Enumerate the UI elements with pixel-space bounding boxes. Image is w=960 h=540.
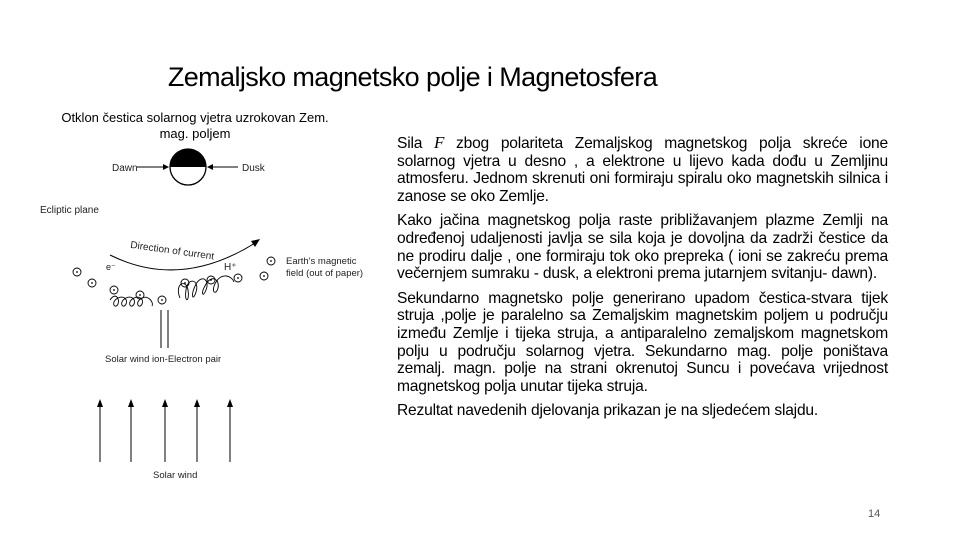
current-label: Direction of current — [129, 239, 215, 263]
ecliptic-plane-label: Ecliptic plane — [40, 205, 99, 216]
paragraph-3: Sekundarno magnetsko polje generirano upadom čestica-stvara tijek struja ,polje je paralelno sa Zemaljskim magnetskim poljem u području između Zemlje i tijeka struja, a antiparalelno zemaljskom magnetskom polju u području solarnog vjetra. Sekundarno mag. polje poništava zemalj. magn. polje na strani okrenutoj Suncu i povećava vrijednost magnetskog polja unutar tijeka struja. — [397, 289, 888, 395]
dusk-label: Dusk — [242, 163, 265, 174]
slide-title: Zemaljsko magnetsko polje i Magnetosfera — [167, 62, 658, 92]
figure-caption — [40, 110, 350, 142]
ion-electron-pair-label: Solar wind ion-Electron pair — [105, 354, 222, 365]
force-symbol: F — [434, 133, 445, 152]
electron-label: e⁻ — [106, 262, 116, 272]
solar-wind-label: Solar wind — [153, 470, 198, 481]
paragraph-1 — [397, 134, 888, 205]
caption-line-1: Otklon čestica solarnog vjetra uzrokovan Zem. — [61, 110, 329, 125]
earth-icon — [170, 149, 206, 185]
paragraph-4: Rezultat navedenih djelovanja prikazan je na sljedećem slajdu. — [397, 402, 819, 420]
paragraph-2: Kako jačina magnetskog polja raste približavanjem plazme Zemlji na određenoj udaljenosti javlja se sila koja je dovoljna da zadrži čestice da ne prodiru dalje , one formiraju tok oko prepreka ( ioni se zakreću prema večernjem sumraku - dusk, a elektroni prema jutarnjem svitanju- dawn). — [397, 212, 888, 283]
dawn-label: Dawn — [112, 163, 138, 174]
page-number: 14 — [868, 508, 881, 520]
p1-prefix: Sila — [397, 135, 435, 152]
electron-spiral-icon — [110, 296, 152, 306]
p1-text: zbog polariteta Zemaljskog magnetskog polja skreće ione solarnog vjetra u desno , a elektrone u lijevo kada dođu u Zemljinu atmosferu. Jednom skrenuti oni formiraju spiralu oko magnetskih silnica i zanose se oko Zemlje. — [397, 135, 888, 205]
field-label-line-1: Earth's magnetic — [286, 256, 357, 267]
solar-wind-deflection-diagram — [30, 140, 380, 490]
field-label-line-2: field (out of paper) — [286, 268, 364, 279]
slide-body — [397, 134, 888, 427]
caption-line-2: mag. poljem — [159, 126, 231, 141]
ion-label: H⁺ — [224, 262, 237, 273]
field-out-of-paper-icons — [73, 257, 275, 304]
solar-wind-arrows-icon — [100, 404, 230, 462]
